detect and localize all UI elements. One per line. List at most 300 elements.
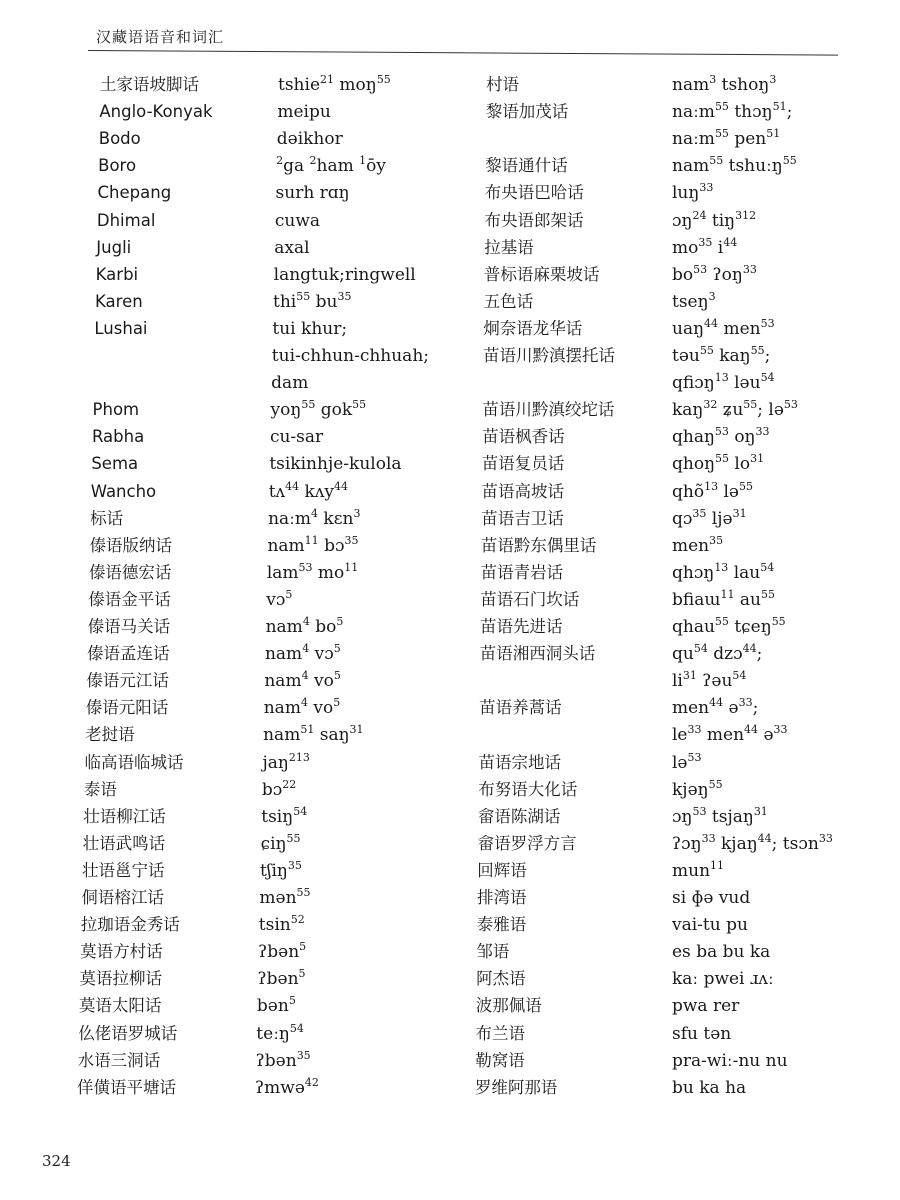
- form-text: mo: [312, 562, 345, 583]
- form-text: vɔ: [309, 644, 334, 665]
- tone-superscript: 31: [682, 669, 697, 683]
- tone-superscript: 22: [282, 777, 297, 791]
- form-text: bɔ: [318, 535, 345, 556]
- language-name: 五色话: [483, 291, 534, 311]
- form-text: pwa rer: [672, 996, 740, 1017]
- form-text: ɔŋ: [672, 210, 693, 231]
- language-name: 苗语湘西洞头话: [479, 644, 596, 664]
- tone-superscript: 55: [714, 100, 729, 114]
- form-text: tʌ: [268, 481, 286, 502]
- language-name: 莫语方村话: [80, 942, 163, 962]
- form-text: bən: [256, 996, 289, 1017]
- language-name: 泰雅语: [476, 915, 527, 935]
- form-text: li: [672, 671, 683, 692]
- form-text: ɔŋ: [672, 806, 693, 827]
- language-name: 莫语拉柳话: [79, 969, 163, 989]
- form-text: tui khur;: [272, 318, 348, 339]
- word-form: [672, 562, 774, 584]
- tone-superscript: 55: [286, 831, 301, 845]
- tone-superscript: 55: [760, 587, 775, 601]
- tone-superscript: 54: [732, 669, 747, 683]
- form-text: kaŋ: [713, 346, 751, 366]
- tone-superscript: 1: [359, 154, 367, 168]
- language-name: Boro: [98, 156, 137, 176]
- word-form: [273, 291, 351, 313]
- tone-superscript: 53: [714, 425, 729, 439]
- word-form: [672, 210, 756, 232]
- form-text: nam: [672, 156, 710, 177]
- tone-superscript: 4: [301, 669, 309, 683]
- tone-superscript: 55: [352, 398, 367, 412]
- tone-superscript: 54: [289, 1021, 304, 1035]
- language-name: Jugli: [96, 237, 132, 257]
- word-form: [672, 453, 764, 475]
- tone-superscript: 5: [288, 994, 296, 1008]
- form-text: ;: [752, 698, 759, 719]
- tone-superscript: 5: [298, 967, 306, 981]
- form-text: qhau: [672, 617, 715, 637]
- form-text: langtuk;ringwell: [273, 264, 416, 285]
- form-text: lam: [266, 562, 299, 583]
- tone-superscript: 55: [782, 154, 797, 168]
- language-name: 布兰语: [475, 1023, 525, 1043]
- form-text: meipu: [277, 102, 331, 123]
- tone-superscript: 35: [287, 858, 302, 872]
- word-form: [672, 426, 770, 448]
- tone-superscript: 24: [692, 208, 707, 222]
- language-name: Chepang: [97, 183, 172, 203]
- form-text: ;: [756, 644, 763, 665]
- language-name: Phom: [92, 400, 140, 420]
- form-text: lo: [729, 454, 751, 475]
- form-text: luŋ: [672, 183, 700, 204]
- tone-superscript: 33: [755, 425, 770, 439]
- language-name: 拉基语: [484, 237, 534, 257]
- language-name: Karbi: [95, 264, 139, 284]
- tone-superscript: 5: [285, 587, 293, 601]
- word-form: [256, 1050, 311, 1072]
- form-text: tui-chhun-chhuah;: [271, 346, 429, 366]
- word-form: [672, 779, 723, 801]
- form-text: nam: [264, 671, 302, 692]
- form-text: naːm: [672, 102, 715, 123]
- form-text: dzɔ: [707, 644, 743, 665]
- tone-superscript: 53: [783, 398, 798, 412]
- language-name: 侗语榕江话: [81, 888, 164, 907]
- form-text: naːm: [672, 129, 715, 150]
- word-form: [672, 1023, 731, 1045]
- tone-superscript: 13: [714, 371, 729, 385]
- form-text: tsjaŋ: [706, 806, 754, 827]
- form-text: teːŋ: [256, 1023, 290, 1044]
- language-name: 水语三洞话: [77, 1050, 161, 1070]
- language-name: Anglo-Konyak: [99, 102, 213, 122]
- language-name: 标话: [90, 508, 124, 528]
- language-name: 佯僙语平塘话: [77, 1077, 177, 1097]
- form-text: au: [734, 589, 761, 610]
- form-text: ʔɔŋ: [672, 833, 702, 854]
- tone-superscript: 53: [298, 560, 313, 574]
- language-name: 苗语石门坎话: [480, 589, 580, 609]
- form-text: men: [672, 698, 710, 719]
- tone-superscript: 5: [333, 642, 341, 656]
- tone-superscript: 55: [699, 344, 714, 357]
- header-rule: [88, 50, 838, 56]
- tone-superscript: 33: [738, 696, 753, 710]
- form-text: ōy: [366, 156, 386, 177]
- word-form: [276, 182, 350, 204]
- word-form: [672, 182, 713, 204]
- form-text: kɛn: [318, 508, 354, 529]
- language-name: 炯奈语龙华话: [483, 318, 583, 338]
- word-form: [672, 887, 750, 909]
- word-form: [672, 237, 737, 259]
- language-name: 苗语吉卫话: [481, 508, 564, 528]
- word-form: [267, 535, 358, 557]
- tone-superscript: 42: [304, 1075, 319, 1089]
- language-name: 临高语临城话: [84, 752, 184, 772]
- form-text: es ba bu ka: [672, 942, 771, 963]
- word-form: [672, 616, 786, 638]
- word-form: [672, 128, 780, 150]
- language-name: 畲语陈湖话: [477, 806, 561, 826]
- running-header: 汉藏语语音和词汇: [96, 28, 225, 46]
- form-text: bu ka ha: [672, 1077, 747, 1098]
- word-form: [260, 860, 302, 882]
- tone-superscript: 3: [353, 506, 361, 520]
- word-form: [268, 508, 360, 530]
- word-form: [672, 697, 758, 719]
- language-name: 邹语: [476, 942, 510, 962]
- tone-superscript: 33: [687, 723, 702, 737]
- word-form: [272, 318, 347, 340]
- form-text: nam: [263, 698, 301, 719]
- form-text: le: [672, 725, 688, 746]
- form-text: tshoŋ: [716, 75, 770, 95]
- form-text: cuwa: [274, 210, 321, 231]
- word-form: [672, 399, 798, 421]
- form-text: nam: [265, 617, 303, 637]
- word-form: [265, 643, 341, 665]
- language-name: 苗语宗地话: [478, 752, 561, 772]
- tone-superscript: 55: [750, 344, 765, 357]
- word-form: [257, 995, 296, 1017]
- language-name: 傣语德宏话: [88, 562, 172, 582]
- form-text: ʔbən: [255, 1050, 297, 1071]
- tone-superscript: 5: [336, 615, 344, 628]
- word-form: [270, 426, 323, 448]
- word-form: [672, 74, 776, 96]
- word-form: [672, 589, 775, 611]
- form-text: mo: [672, 237, 699, 258]
- form-text: yoŋ: [270, 400, 302, 421]
- form-text: bfiaɯ: [672, 589, 721, 610]
- word-form: [271, 372, 308, 394]
- word-form: [672, 914, 748, 936]
- form-text: qɔ: [672, 508, 693, 529]
- tone-superscript: 312: [735, 208, 757, 222]
- tone-superscript: 35: [344, 533, 359, 547]
- tone-superscript: 13: [714, 560, 729, 574]
- language-name: 布努语大化话: [478, 779, 578, 799]
- form-text: bɔ: [261, 779, 283, 800]
- word-form: [672, 372, 775, 394]
- tone-superscript: 44: [744, 723, 759, 737]
- language-name: 村语: [486, 75, 519, 94]
- language-name: 苗语复员话: [481, 454, 565, 474]
- form-text: tshuːŋ: [723, 156, 783, 177]
- tone-superscript: 55: [743, 398, 758, 412]
- form-text: bo: [309, 617, 337, 637]
- word-form: [672, 806, 768, 828]
- form-text: kʌy: [299, 481, 335, 502]
- form-text: tiŋ: [706, 210, 736, 231]
- form-text: kaː pwei ɹʌː: [672, 969, 774, 990]
- form-text: uaŋ: [672, 318, 705, 339]
- language-name: 勒窝语: [475, 1050, 525, 1070]
- tone-superscript: 33: [818, 831, 833, 845]
- page-number: 324: [42, 1152, 71, 1170]
- word-form: [275, 210, 320, 232]
- form-text: tɕeŋ: [728, 617, 772, 637]
- form-text: sfu tən: [672, 1023, 732, 1044]
- tone-superscript: 33: [701, 831, 716, 845]
- form-text: vo: [308, 671, 334, 692]
- form-text: tʃiŋ: [260, 860, 288, 881]
- word-form: [672, 860, 724, 882]
- language-name: 莫语太阳话: [78, 996, 162, 1016]
- language-name: 傣语孟连话: [86, 644, 170, 664]
- tone-superscript: 35: [698, 235, 713, 249]
- form-text: ʔbən: [258, 942, 300, 963]
- language-name: 泰语: [83, 779, 117, 799]
- tone-superscript: 55: [738, 479, 753, 493]
- word-form: [263, 752, 310, 774]
- language-name: 苗语川黔滇摆托话: [483, 346, 615, 365]
- tone-superscript: 33: [699, 181, 714, 195]
- form-text: nam: [267, 535, 305, 556]
- form-text: men: [701, 725, 745, 746]
- language-name: 排湾语: [477, 888, 527, 907]
- tone-superscript: 5: [299, 940, 307, 954]
- language-name: 拉珈语金秀话: [80, 915, 180, 935]
- form-text: nam: [263, 725, 301, 746]
- form-text: ʔbən: [257, 969, 299, 990]
- word-form: [259, 914, 305, 936]
- tone-superscript: 4: [302, 615, 310, 628]
- tone-superscript: 33: [742, 262, 757, 276]
- language-name: Dhimal: [96, 210, 156, 230]
- word-form: [266, 616, 344, 638]
- tone-superscript: 2: [276, 154, 284, 168]
- form-text: saŋ: [314, 725, 350, 746]
- form-text: vɔ: [266, 589, 286, 610]
- word-form: [672, 1077, 746, 1099]
- form-text: ə: [723, 698, 739, 719]
- form-text: oŋ: [728, 427, 756, 448]
- word-form: [672, 318, 775, 340]
- form-text: vo: [307, 698, 334, 719]
- language-name: 黎语加茂话: [485, 102, 569, 122]
- language-name: 罗维阿那语: [474, 1077, 558, 1097]
- language-name: 布央语巴哈话: [484, 183, 584, 203]
- language-name: 苗语枫香话: [482, 427, 565, 447]
- tone-superscript: 55: [708, 777, 723, 791]
- language-name: 普标语麻栗坡话: [483, 264, 600, 284]
- language-name: 苗语高坡话: [481, 481, 564, 501]
- form-text: vai-tu pu: [672, 915, 748, 936]
- language-name: 布央语郎架话: [484, 210, 584, 230]
- tone-superscript: 55: [376, 73, 391, 86]
- language-name: Rabha: [91, 427, 145, 447]
- word-form: [263, 724, 363, 746]
- tone-superscript: 3: [708, 289, 716, 303]
- word-form: [255, 1077, 319, 1099]
- language-name: Sema: [91, 454, 139, 474]
- word-form: [672, 968, 774, 990]
- word-form: [261, 833, 301, 855]
- form-text: cu-sar: [269, 427, 324, 448]
- form-text: ə: [758, 725, 774, 746]
- tone-superscript: 52: [290, 913, 305, 927]
- word-form: [269, 481, 348, 503]
- form-text: ʔoŋ: [707, 264, 743, 285]
- word-form: [261, 806, 307, 828]
- form-text: gok: [315, 400, 353, 421]
- form-text: tsin: [258, 915, 291, 936]
- tone-superscript: 51: [766, 127, 781, 141]
- word-form: [274, 264, 416, 286]
- form-text: ljə: [706, 508, 733, 529]
- form-text: ; tsɔn: [771, 833, 819, 854]
- word-form: [272, 345, 429, 367]
- tone-superscript: 55: [709, 154, 724, 168]
- form-text: naːm: [268, 508, 312, 529]
- word-form: [672, 481, 753, 503]
- form-text: lə: [718, 481, 739, 502]
- language-name: 苗语先进话: [480, 617, 563, 636]
- tone-superscript: 35: [337, 289, 352, 303]
- language-name: Lushai: [94, 318, 148, 338]
- form-text: kaŋ: [672, 400, 704, 421]
- form-text: qfiɔŋ: [672, 373, 715, 394]
- tone-superscript: 55: [714, 615, 729, 628]
- form-text: i: [712, 237, 724, 258]
- tone-superscript: 31: [750, 452, 765, 466]
- form-text: axal: [274, 237, 310, 258]
- tone-superscript: 3: [769, 73, 777, 86]
- form-text: pra-wiː-nu nu: [672, 1050, 788, 1071]
- word-form: [672, 995, 739, 1017]
- word-form: [672, 1050, 788, 1072]
- language-name: 傣语金平话: [88, 589, 171, 609]
- word-form: [267, 562, 358, 584]
- form-text: təu: [672, 346, 700, 366]
- form-text: moŋ: [334, 75, 377, 95]
- language-name: Karen: [95, 291, 143, 311]
- word-form: [264, 670, 340, 692]
- form-text: tshie: [278, 75, 321, 95]
- word-form: [259, 887, 310, 909]
- form-text: mun: [672, 860, 711, 881]
- tone-superscript: 11: [720, 587, 735, 601]
- language-name: Wancho: [90, 481, 157, 501]
- form-text: nam: [672, 75, 710, 95]
- word-form: [274, 237, 309, 259]
- language-name: 壮语武鸣话: [82, 833, 166, 853]
- word-form: [672, 670, 746, 692]
- tone-superscript: 51: [772, 100, 787, 114]
- tone-superscript: 44: [285, 479, 300, 493]
- tone-superscript: 55: [715, 452, 730, 466]
- form-text: kjaŋ: [715, 833, 758, 854]
- language-name: 傣语版纳话: [89, 535, 172, 555]
- word-form: [672, 508, 747, 530]
- form-text: mən: [259, 888, 297, 908]
- tone-superscript: 2: [309, 154, 317, 168]
- form-text: dəikhor: [276, 129, 343, 150]
- form-text: ;: [764, 346, 771, 366]
- tone-superscript: 31: [349, 723, 364, 737]
- word-form: [672, 264, 757, 286]
- language-name: 苗语黔东偶里话: [480, 535, 597, 555]
- form-text: tseŋ: [672, 291, 709, 312]
- tone-superscript: 33: [773, 723, 788, 737]
- form-text: ɕiŋ: [260, 833, 287, 854]
- form-text: ;: [786, 102, 793, 123]
- word-form: [269, 453, 401, 475]
- tone-superscript: 55: [301, 398, 316, 412]
- form-text: tsiŋ: [261, 806, 294, 827]
- tone-superscript: 213: [288, 750, 310, 764]
- tone-superscript: 35: [692, 506, 707, 520]
- form-text: men: [718, 318, 761, 339]
- word-form: [278, 74, 391, 96]
- form-text: ʔəu: [696, 671, 733, 692]
- word-form: [672, 941, 770, 963]
- form-text: qhoŋ: [672, 454, 716, 475]
- tone-superscript: 21: [320, 73, 335, 86]
- tone-superscript: 5: [333, 669, 341, 683]
- tone-superscript: 11: [304, 533, 319, 547]
- tone-superscript: 53: [693, 262, 708, 276]
- tone-superscript: 44: [334, 479, 349, 493]
- tone-superscript: 54: [760, 560, 775, 574]
- language-name: 壮语邕宁话: [82, 860, 165, 880]
- word-form: [672, 643, 762, 665]
- tone-superscript: 5: [333, 696, 341, 710]
- form-text: kjəŋ: [672, 779, 709, 800]
- tone-superscript: 44: [757, 831, 772, 845]
- tone-superscript: 53: [687, 750, 702, 764]
- language-name: 苗语养蒿话: [479, 698, 562, 718]
- tone-superscript: 55: [296, 289, 311, 303]
- tone-superscript: 44: [704, 316, 719, 330]
- form-text: ; lə: [757, 400, 784, 421]
- tone-superscript: 54: [693, 642, 708, 656]
- word-form: [277, 101, 330, 123]
- form-text: qhaŋ: [672, 427, 715, 448]
- tone-superscript: 4: [302, 642, 310, 656]
- form-text: jaŋ: [262, 752, 289, 773]
- language-name: 黎语通什话: [485, 156, 568, 176]
- language-name: Bodo: [98, 129, 141, 149]
- language-name: 壮语柳江话: [83, 806, 166, 826]
- tone-superscript: 54: [760, 371, 775, 385]
- form-text: men: [672, 535, 710, 556]
- language-name: 苗语青岩话: [480, 562, 564, 582]
- tone-superscript: 3: [709, 73, 717, 86]
